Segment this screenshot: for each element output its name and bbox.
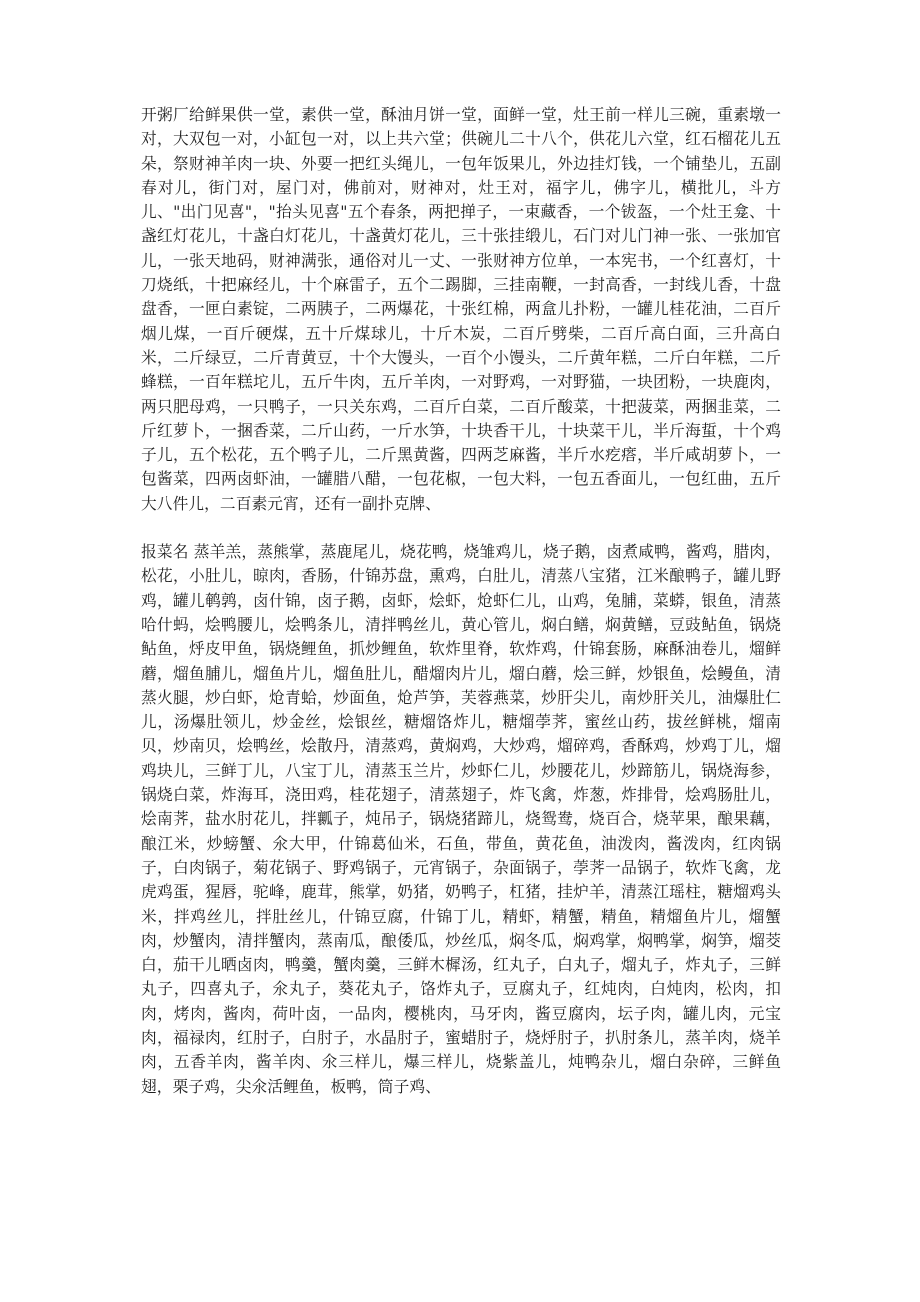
paragraph-offerings-list: 开粥厂给鲜果供一堂，素供一堂，酥油月饼一堂，面鲜一堂，灶王前一样儿三碗，重素墩一对，大双包一对，小缸包一对，以上共六堂；供碗儿二十八个，供花儿六堂，红石榴花儿五朵，祭财神羊肉一块、外要一把红头绳儿，一包年饭果儿，外边挂灯钱，一个铺垫儿，五副春对儿，街门对，屋门对，佛前对，财神对，灶王对，福字儿，佛字儿，横批儿，斗方儿、"出门见喜"，"抬头见喜"五个春条，两把掸子，一束藏香，一个钹盔，一个灶王龛、十盏红灯花儿，十盏白灯花儿，十盏黄灯花儿，三十张挂缎儿，石门对儿门神一张、一张加官儿，一张天地码，财神满张，通俗对儿一丈、一张财神方位单，一本宪书，一个红喜灯，十刀烧纸，十把麻经儿，十个麻雷子，五个二踢脚，三挂南鞭，一封高香，一封线儿香，十盘盘香，一匣白素锭，二两胰子，二两爆花，十张红棉，两盒儿扑粉，一罐儿桂花油，二百斤烟儿煤，一百斤硬煤，五十斤煤球儿，十斤木炭，二百斤劈柴，二百斤高白面，三升高白米，二斤绿豆，二斤青黄豆，十个大馒头，一百个小馒头，二斤黄年糕，二斤白年糕，二斤蜂糕，一百年糕坨儿，五斤牛肉，五斤羊肉，一对野鸡，一对野猫，一块团粉，一块鹿肉，两只肥母鸡，一只鸭子，一只关东鸡，二百斤白菜，二百斤酸菜，十把菠菜，两捆韭菜，二斤红萝卜，一捆香菜，二斤山药，一斤水笋，十块香干儿，十块菜干儿，半斤海蜇，十个鸡子儿，五个松花，五个鸭子儿，二斤黑黄酱，四两芝麻酱，半斤水疙瘩，半斤咸胡萝卜，一包酱菜，四两卤虾油，一罐腊八醋，一包花椒，一包大料，一包五香面儿，一包红曲，五斤大八件儿，二百素元宵，还有一副扑克牌、: [141, 105, 781, 513]
paragraph-spacer: [141, 516, 781, 540]
document-body: [141, 103, 781, 1099]
paragraph-dish-names: 报菜名 蒸羊羔，蒸熊掌，蒸鹿尾儿，烧花鸭，烧雏鸡儿，烧子鹅，卤煮咸鸭，酱鸡，腊肉，松花，小肚儿，晾肉，香肠，什锦苏盘，熏鸡，白肚儿，清蒸八宝猪，江米酿鸭子，罐儿野鸡，罐儿鹌鹑，卤什锦，卤子鹅，卤虾，烩虾，炝虾仁儿，山鸡，兔脯，菜蟒，银鱼，清蒸哈什蚂，烩鸭腰儿，烩鸭条儿，清拌鸭丝儿，黄心管儿，焖白鳝，焖黄鳝，豆豉鲇鱼，锅烧鲇鱼，烀皮甲鱼，锅烧鲤鱼，抓炒鲤鱼，软炸里脊，软炸鸡，什锦套肠，麻酥油卷儿，熘鲜蘑，熘鱼脯儿，熘鱼片儿，熘鱼肚儿，醋熘肉片儿，熘白蘑，烩三鲜，炒银鱼，烩鳗鱼，清蒸火腿，炒白虾，炝青蛤，炒面鱼，炝芦笋，芙蓉燕菜，炒肝尖儿，南炒肝关儿，油爆肚仁儿，汤爆肚领儿，炒金丝，烩银丝，糖熘饹炸儿，糖熘荸荠，蜜丝山药，拔丝鲜桃，熘南贝，炒南贝，烩鸭丝，烩散丹，清蒸鸡，黄焖鸡，大炒鸡，熘碎鸡，香酥鸡，炒鸡丁儿，熘鸡块儿，三鲜丁儿，八宝丁儿，清蒸玉兰片，炒虾仁儿，炒腰花儿，炒蹄筋儿，锅烧海参，锅烧白菜，炸海耳，浇田鸡，桂花翅子，清蒸翅子，炸飞禽，炸葱，炸排骨，烩鸡肠肚儿，烩南荠，盐水肘花儿，拌瓤子，炖吊子，锅烧猪蹄儿，烧鸳鸯，烧百合，烧苹果，酿果藕，酿江米，炒螃蟹、氽大甲，什锦葛仙米，石鱼，带鱼，黄花鱼，油泼肉，酱泼肉，红肉锅子，白肉锅子，菊花锅子、野鸡锅子，元宵锅子，杂面锅子，荸荠一品锅子，软炸飞禽，龙虎鸡蛋，猩唇，驼峰，鹿茸，熊掌，奶猪，奶鸭子，杠猪，挂炉羊，清蒸江瑶柱，糖熘鸡头米，拌鸡丝儿，拌肚丝儿，什锦豆腐，什锦丁儿，精虾，精蟹，精鱼，精熘鱼片儿，熘蟹肉，炒蟹肉，清拌蟹肉，蒸南瓜，酿倭瓜，炒丝瓜，焖冬瓜，焖鸡掌，焖鸭掌，焖笋，熘茭白，茄干儿晒卤肉，鸭羹，蟹肉羹，三鲜木樨汤，红丸子，白丸子，熘丸子，炸丸子，三鲜丸子，四喜丸子，氽丸子，葵花丸子，饹炸丸子，豆腐丸子，红炖肉，白炖肉，松肉，扣肉，烤肉，酱肉，荷叶卤，一品肉，樱桃肉，马牙肉，酱豆腐肉，坛子肉，罐儿肉，元宝肉，福禄肉，红肘子，白肘子，水晶肘子，蜜蜡肘子，烧烀肘子，扒肘条儿，蒸羊肉，烧羊肉，五香羊肉，酱羊肉、氽三样儿，爆三样儿，烧紫盖儿，炖鸭杂儿，熘白杂碎，三鲜鱼翅，栗子鸡，尖氽活鲤鱼，板鸭，筒子鸡、: [141, 542, 781, 1096]
